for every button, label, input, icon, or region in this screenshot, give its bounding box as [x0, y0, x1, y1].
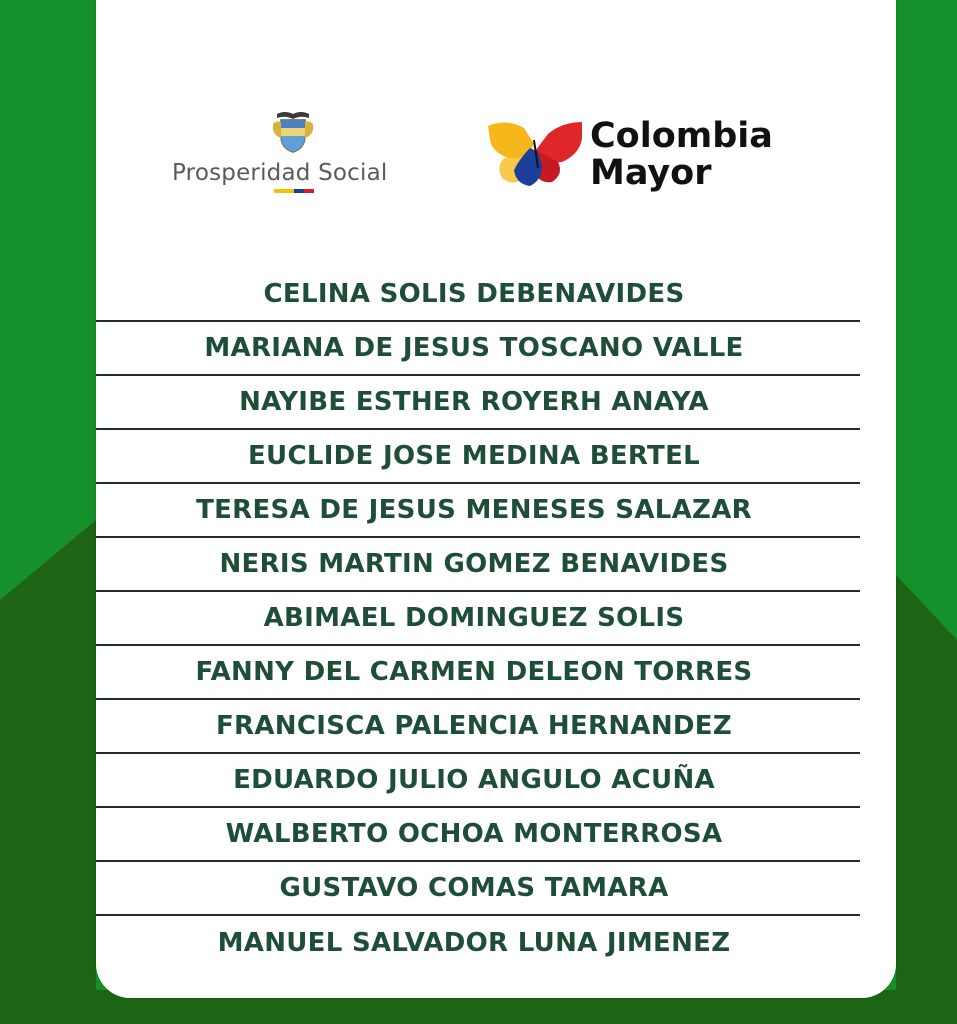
beneficiary-name: WALBERTO OCHOA MONTERROSA: [225, 819, 723, 849]
list-item: [96, 484, 860, 538]
beneficiary-name: EDUARDO JULIO ANGULO ACUÑA: [233, 765, 715, 795]
beneficiary-name: FANNY DEL CARMEN DELEON TORRES: [195, 657, 753, 687]
prosperidad-social-logo: [168, 108, 420, 198]
beneficiary-name: ABIMAEL DOMINGUEZ SOLIS: [263, 603, 685, 633]
beneficiary-name: GUSTAVO COMAS TAMARA: [279, 873, 669, 903]
butterfly-icon: [486, 118, 584, 190]
list-item: [96, 376, 860, 430]
list-item: [96, 538, 860, 592]
list-item: [96, 268, 860, 322]
beneficiary-name: MANUEL SALVADOR LUNA JIMENEZ: [217, 928, 731, 958]
list-item: [96, 916, 860, 970]
list-item: [96, 808, 860, 862]
colombia-mayor-line2: Mayor: [590, 153, 712, 193]
beneficiary-name: CELINA SOLIS DEBENAVIDES: [263, 279, 685, 309]
beneficiary-name: EUCLIDE JOSE MEDINA BERTEL: [247, 441, 701, 471]
beneficiary-name: TERESA DE JESUS MENESES SALAZAR: [196, 495, 752, 525]
list-item: [96, 430, 860, 484]
beneficiary-name: FRANCISCA PALENCIA HERNANDEZ: [216, 711, 732, 741]
colombia-mayor-logo: [486, 118, 816, 198]
list-item: [96, 322, 860, 376]
list-item: [96, 862, 860, 916]
colombia-flag-stripe: [274, 189, 314, 193]
beneficiary-name: MARIANA DE JESUS TOSCANO VALLE: [204, 333, 744, 363]
beneficiary-name: NERIS MARTIN GOMEZ BENAVIDES: [219, 549, 729, 579]
colombia-mayor-wordmark: [590, 118, 773, 192]
beneficiary-name: NAYIBE ESTHER ROYERH ANAYA: [239, 387, 709, 417]
prosperidad-social-wordmark: Prosperidad Social: [172, 160, 388, 186]
list-item: [96, 592, 860, 646]
list-item: [96, 646, 860, 700]
list-item: [96, 754, 860, 808]
list-item: [96, 700, 860, 754]
beneficiary-list: [96, 268, 860, 970]
colombia-mayor-line1: Colombia: [590, 116, 773, 156]
colombia-coat-of-arms-icon: [271, 108, 315, 154]
